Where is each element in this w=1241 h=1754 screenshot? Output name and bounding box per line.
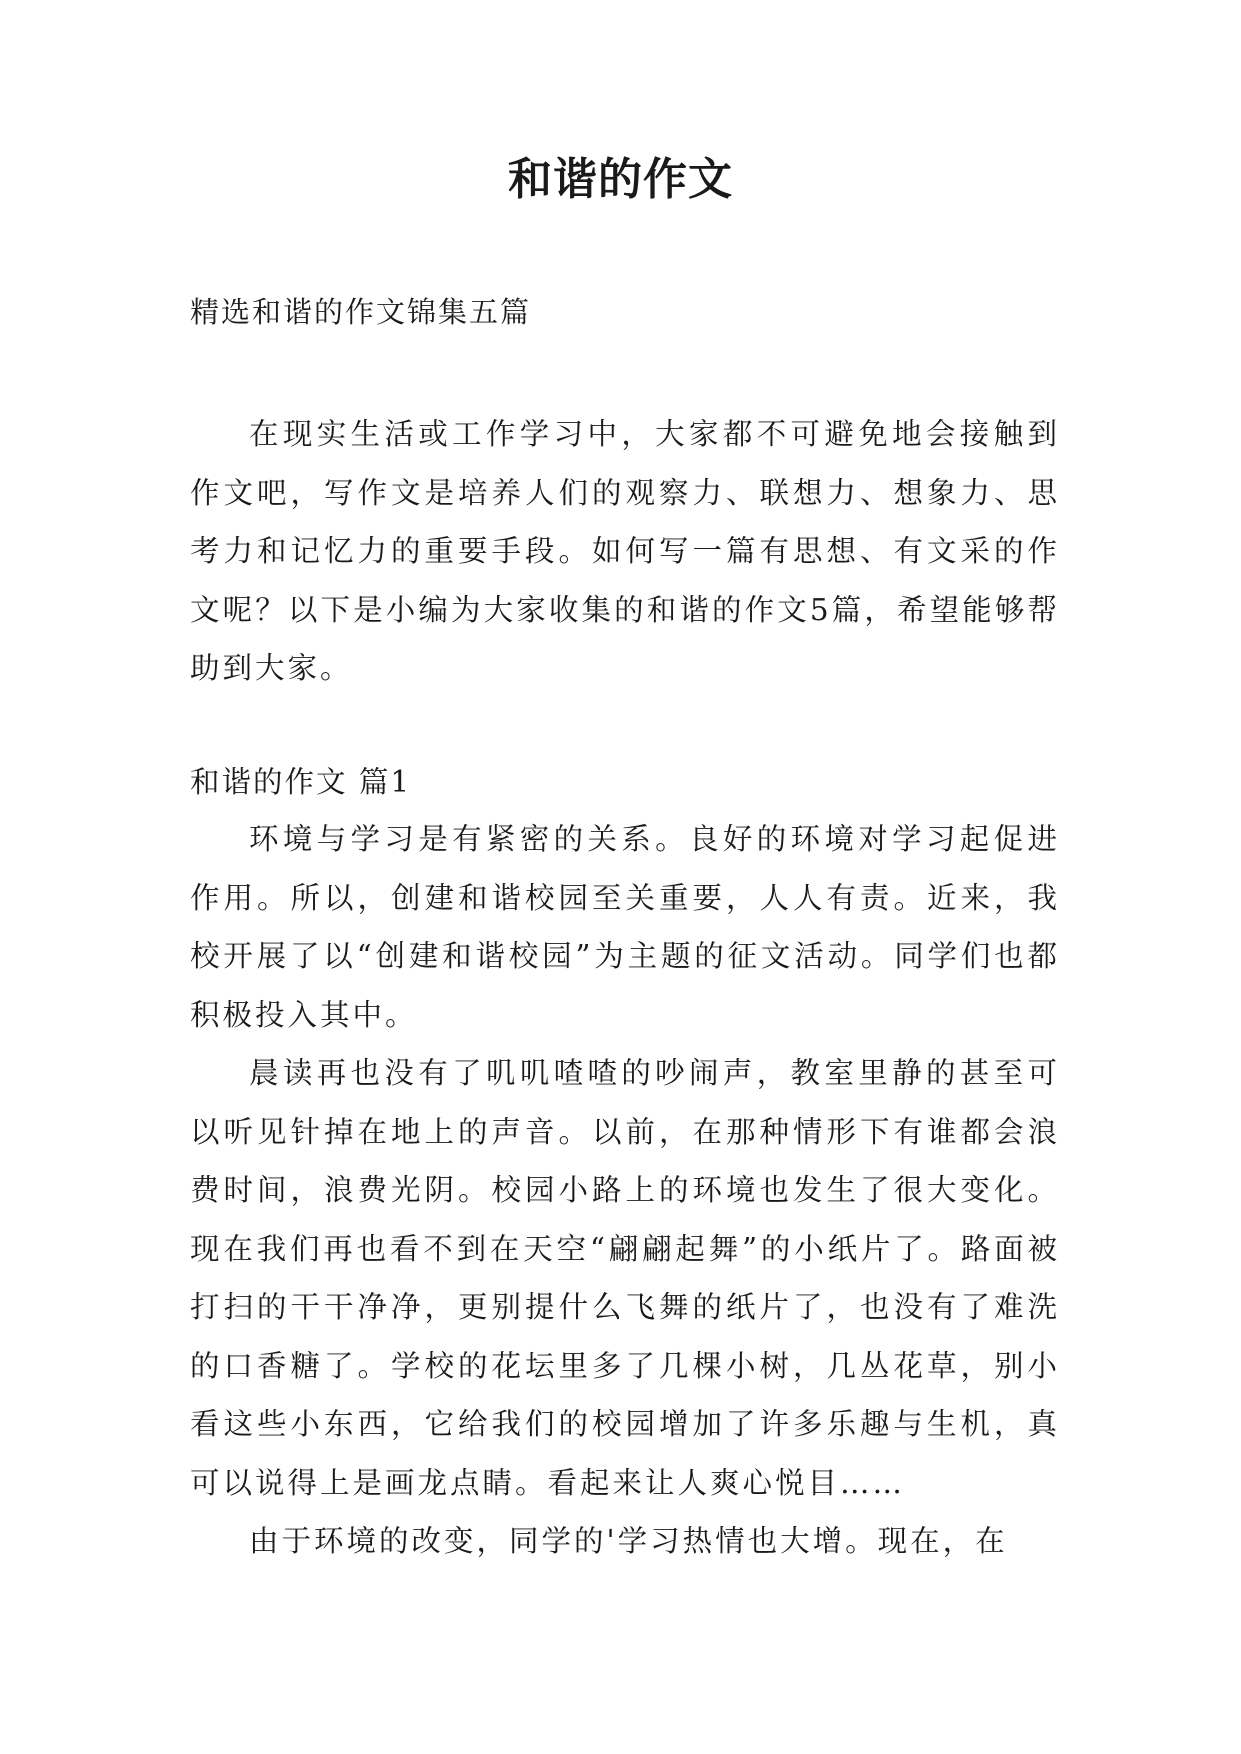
- intro-paragraph: 在现实生活或工作学习中，大家都不可避免地会接触到作文吧，写作文是培养人们的观察力、联想力、想象力、思考力和记忆力的重要手段。如何写一篇有思想、有文采的作文呢？以下是小编为大家收集的和谐的作文5篇，希望能够帮助到大家。: [190, 417, 1060, 685]
- body-paragraph: 环境与学习是有紧密的关系。良好的环境对学习起促进作用。所以，创建和谐校园至关重要，人人有责。近来，我校开展了以“创建和谐校园”为主题的征文活动。同学们也都积极投入其中。: [190, 822, 1060, 1032]
- section-heading: 和谐的作文 篇1: [190, 765, 412, 799]
- intro-block: [190, 405, 1060, 698]
- section-body: [190, 810, 1060, 1571]
- document-subtitle: 精选和谐的作文锦集五篇: [190, 295, 532, 329]
- body-paragraph: 晨读再也没有了叽叽喳喳的吵闹声，教室里静的甚至可以听见针掉在地上的声音。以前，在那种情形下有谁都会浪费时间，浪费光阴。校园小路上的环境也发生了很大变化。现在我们再也看不到在天空“翩翩起舞”的小纸片了。路面被打扫的干干净净，更别提什么飞舞的纸片了，也没有了难洗的口香糖了。学校的花坛里多了几棵小树，几丛花草，别小看这些小东西，它给我们的校园增加了许多乐趣与生机，真可以说得上是画龙点睛。看起来让人爽心悦目……: [190, 1056, 1060, 1500]
- document-title: 和谐的作文: [508, 154, 733, 205]
- body-paragraph: 由于环境的改变，同学的'学习热情也大增。现在，在: [249, 1524, 1008, 1558]
